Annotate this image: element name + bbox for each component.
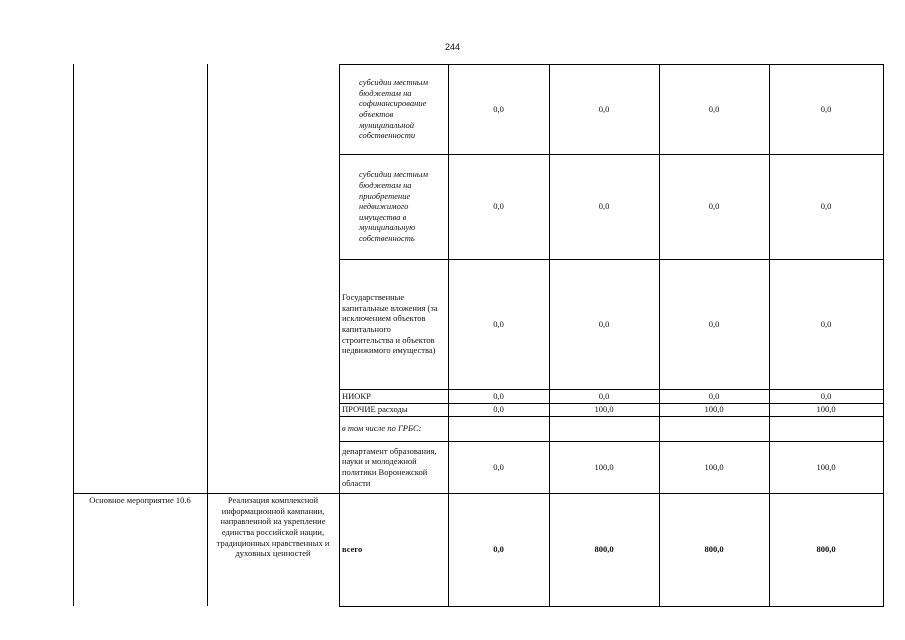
value-cell: 0,0 bbox=[708, 201, 720, 212]
row-description: в том числе по ГРБС: bbox=[342, 423, 422, 434]
row-description: НИОКР bbox=[342, 390, 371, 401]
row-description: субсидии местным бюджетам на приобретение недвижимого имущества в муниципальную собственность bbox=[359, 169, 428, 244]
value-cell: 100,0 bbox=[594, 461, 614, 472]
row-description: ПРОЧИЕ расходы bbox=[342, 404, 408, 415]
value-cell: 100,0 bbox=[816, 461, 836, 472]
value-cell: 800,0 bbox=[594, 544, 614, 555]
value-cell: 0,0 bbox=[493, 404, 504, 415]
value-cell: 0,0 bbox=[598, 103, 610, 114]
value-cell: 100,0 bbox=[594, 404, 614, 415]
page-number: 244 bbox=[444, 42, 461, 52]
value-cell: 800,0 bbox=[816, 544, 836, 555]
value-cell: 100,0 bbox=[816, 404, 836, 415]
value-cell: 100,0 bbox=[704, 404, 724, 415]
row-description: всего bbox=[342, 544, 363, 555]
value-cell: 0,0 bbox=[708, 390, 720, 401]
value-cell: 0,0 bbox=[493, 318, 504, 329]
value-cell: 0,0 bbox=[598, 201, 610, 212]
value-cell: 0,0 bbox=[820, 318, 832, 329]
value-cell: 0,0 bbox=[598, 390, 610, 401]
value-cell: 0,0 bbox=[493, 201, 504, 212]
row-description: департамент образования, науки и молодежной политики Воронежской области bbox=[342, 445, 437, 488]
value-cell: 0,0 bbox=[820, 390, 832, 401]
value-cell: 0,0 bbox=[493, 390, 504, 401]
event-code: Основное мероприятие 10.6 bbox=[89, 495, 191, 505]
value-cell: 0,0 bbox=[493, 461, 504, 472]
row-description: Государственные капитальные вложения (за исключением объектов капитального строительства и объектов недвижимого имущества) bbox=[342, 292, 438, 356]
value-cell: 0,0 bbox=[493, 103, 504, 114]
value-cell: 0,0 bbox=[493, 544, 504, 555]
value-cell: 0,0 bbox=[708, 103, 720, 114]
value-cell: 0,0 bbox=[820, 103, 832, 114]
value-cell: 0,0 bbox=[708, 318, 720, 329]
value-cell: 0,0 bbox=[598, 318, 610, 329]
row-description: субсидии местным бюджетам на софинансирование объектов муниципальной собственности bbox=[359, 77, 428, 141]
value-cell: 0,0 bbox=[820, 201, 832, 212]
value-cell: 800,0 bbox=[704, 544, 724, 555]
event-name: Реализация комплексной информационной кампании, направленной на укрепление единства российской нации, традиционных нравственных и духовных ценностей bbox=[216, 495, 330, 559]
value-cell: 100,0 bbox=[704, 461, 724, 472]
